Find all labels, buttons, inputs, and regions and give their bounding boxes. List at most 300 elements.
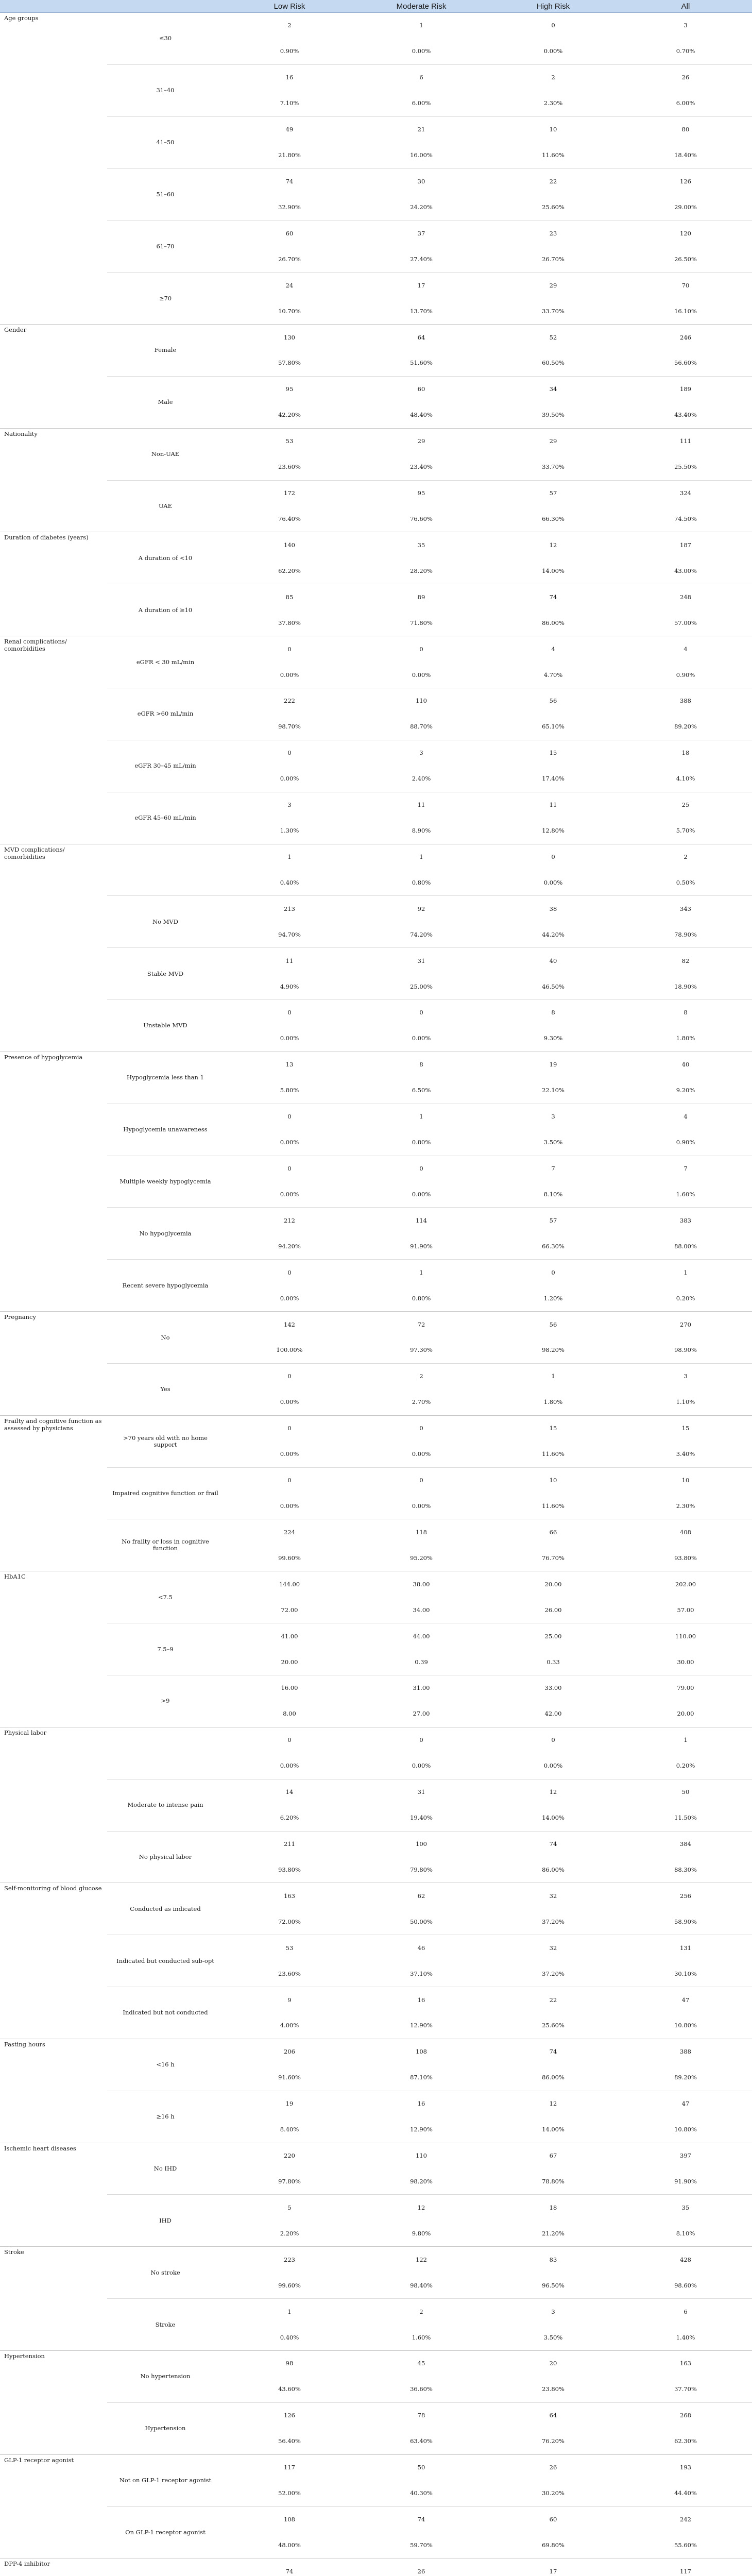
percent-cell: 30.00 — [677, 1658, 694, 1666]
percent-cell: 20.00 — [281, 1658, 298, 1666]
subgroup-label: eGFR 30–45 mL/min — [107, 740, 224, 792]
count-cell: 83 — [487, 2247, 619, 2273]
percent-cell: 91.60% — [278, 2074, 301, 2081]
percent-cell: 25.00% — [410, 982, 433, 990]
count-cell: 60 — [224, 221, 355, 246]
count-cell: 100 — [355, 1831, 487, 1857]
count-row — [0, 428, 752, 454]
count-cell: 62 — [355, 1883, 487, 1909]
percent-cell: 1.20% — [543, 1294, 563, 1302]
count-cell: 37 — [355, 221, 487, 246]
subgroup-label: No hypoglycemia — [107, 1208, 224, 1260]
count-cell: 56 — [487, 688, 619, 714]
percent-cell: 0.39 — [415, 1658, 428, 1666]
percent-cell: 57.00% — [674, 619, 697, 626]
percent-cell: 23.60% — [278, 463, 301, 471]
subgroup-label: ≥70 — [107, 273, 224, 325]
percent-cell: 12.90% — [410, 2022, 433, 2029]
header-cell-low-risk: Low Risk — [224, 0, 355, 13]
count-cell: 35 — [619, 2195, 752, 2221]
count-cell: 20.00 — [487, 1571, 619, 1597]
percent-cell: 4.90% — [280, 982, 299, 990]
count-cell: 428 — [619, 2247, 752, 2273]
percent-cell: 66.30% — [542, 515, 565, 522]
percent-cell: 0.80% — [412, 1139, 431, 1146]
count-row — [0, 2402, 752, 2428]
count-row — [0, 64, 752, 90]
percent-cell: 24.20% — [410, 203, 433, 211]
count-cell: 10 — [487, 1467, 619, 1493]
percent-cell: 74.20% — [410, 930, 433, 938]
count-row — [0, 1260, 752, 1285]
percent-cell: 89.20% — [674, 2074, 697, 2081]
count-cell: 12 — [355, 2195, 487, 2221]
percent-cell: 2.30% — [676, 1502, 695, 1510]
count-cell: 3 — [355, 740, 487, 766]
percent-cell: 98.70% — [278, 723, 301, 731]
percent-cell: 52.00% — [278, 2489, 301, 2497]
count-cell: 4 — [619, 636, 752, 662]
subgroup-label: No stroke — [107, 2247, 224, 2299]
subgroup-label: Hypoglycemia unawareness — [107, 1104, 224, 1156]
count-row — [0, 1935, 752, 1961]
count-cell: 38.00 — [355, 1571, 487, 1597]
count-cell: 74 — [224, 2558, 355, 2576]
subgroup-label: eGFR 45–60 mL/min — [107, 792, 224, 844]
subgroup-label: Non-UAE — [107, 428, 224, 480]
subgroup-label: On GLP-1 receptor agonist — [107, 2506, 224, 2558]
percent-cell: 0.80% — [412, 1294, 431, 1302]
percent-cell: 57.80% — [278, 359, 301, 367]
subgroup-label: 31–40 — [107, 64, 224, 116]
subgroup-label: <7.5 — [107, 1571, 224, 1623]
subgroup-label: Yes — [107, 1363, 224, 1415]
group-label: Frailty and cognitive function as assessed by physicians — [0, 1415, 107, 1571]
header-cell-moderate-risk: Moderate Risk — [355, 0, 487, 13]
percent-cell: 99.60% — [278, 1554, 301, 1562]
count-cell: 70 — [619, 273, 752, 298]
subgroup-label — [107, 844, 224, 896]
count-cell: 111 — [619, 428, 752, 454]
percent-cell: 97.80% — [278, 2177, 301, 2185]
count-cell: 95 — [224, 376, 355, 402]
count-cell: 110 — [355, 2143, 487, 2168]
subgroup-label: A duration of <10 — [107, 532, 224, 584]
percent-cell: 0.00% — [280, 671, 299, 679]
count-cell: 117 — [619, 2558, 752, 2576]
percent-cell: 42.20% — [278, 411, 301, 419]
count-cell: 33.00 — [487, 1675, 619, 1701]
count-cell: 108 — [355, 2039, 487, 2064]
count-cell: 268 — [619, 2402, 752, 2428]
percent-cell: 39.50% — [542, 411, 565, 419]
count-cell: 0 — [224, 1000, 355, 1026]
count-row — [0, 116, 752, 142]
group-label: Self-monitoring of blood glucose — [0, 1883, 107, 2039]
count-cell: 9 — [224, 1987, 355, 2013]
percent-cell: 87.10% — [410, 2074, 433, 2081]
percent-cell: 1.80% — [543, 1398, 563, 1406]
percent-cell: 20.00 — [677, 1710, 694, 1718]
percent-cell: 72.00% — [278, 1918, 301, 1925]
percent-cell: 6.00% — [676, 99, 695, 107]
count-cell: 114 — [355, 1208, 487, 1233]
group-label: Ischemic heart diseases — [0, 2143, 107, 2247]
count-row — [0, 2091, 752, 2116]
percent-cell: 23.60% — [278, 1970, 301, 1977]
count-cell: 32 — [487, 1935, 619, 1961]
percent-cell: 11.60% — [542, 1450, 565, 1458]
count-cell: 0 — [224, 636, 355, 662]
percent-cell: 23.80% — [542, 2385, 565, 2393]
percent-cell: 3.50% — [543, 1139, 563, 1146]
count-cell: 0 — [355, 1727, 487, 1753]
count-cell: 1 — [355, 13, 487, 39]
count-cell: 1 — [355, 1260, 487, 1285]
subgroup-label: >70 years old with no home support — [107, 1415, 224, 1467]
percent-cell: 37.10% — [410, 1970, 433, 1977]
count-row — [0, 376, 752, 402]
subgroup-label: Indicated but conducted sub-opt — [107, 1935, 224, 1987]
count-cell: 18 — [619, 740, 752, 766]
count-cell: 21 — [355, 116, 487, 142]
count-row — [0, 1000, 752, 1026]
count-cell: 16 — [355, 1987, 487, 2013]
count-row — [0, 2558, 752, 2576]
subgroup-label: 41–50 — [107, 116, 224, 168]
count-cell: 95 — [355, 480, 487, 506]
percent-cell: 72.00 — [281, 1606, 298, 1614]
count-cell: 212 — [224, 1208, 355, 1233]
percent-cell: 0.00% — [280, 1035, 299, 1042]
count-cell: 50 — [619, 1779, 752, 1805]
percent-cell: 37.70% — [674, 2385, 697, 2393]
percent-cell: 11.50% — [674, 1814, 697, 1822]
subgroup-label: <16 h — [107, 2039, 224, 2091]
count-cell: 2 — [355, 2299, 487, 2325]
count-cell: 1 — [355, 1104, 487, 1129]
count-cell: 53 — [224, 428, 355, 454]
count-cell: 202.00 — [619, 1571, 752, 1597]
percent-cell: 43.00% — [674, 567, 697, 574]
subgroup-label: A duration of ≥10 — [107, 584, 224, 636]
count-cell: 44.00 — [355, 1623, 487, 1649]
count-row — [0, 1104, 752, 1129]
count-cell: 26 — [619, 64, 752, 90]
percent-cell: 0.90% — [280, 47, 299, 55]
count-cell: 1 — [355, 844, 487, 870]
count-cell: 187 — [619, 532, 752, 558]
percent-cell: 8.10% — [543, 1190, 563, 1198]
subgroup-label: >9 — [107, 1675, 224, 1727]
count-cell: 1 — [619, 1727, 752, 1753]
percent-cell: 43.60% — [278, 2385, 301, 2393]
count-cell: 7 — [487, 1156, 619, 1181]
count-row — [0, 1623, 752, 1649]
count-cell: 0 — [224, 740, 355, 766]
count-row — [0, 2454, 752, 2480]
count-cell: 25 — [619, 792, 752, 818]
percent-cell: 0.80% — [412, 878, 431, 886]
percent-cell: 12.90% — [410, 2126, 433, 2133]
percent-cell: 43.40% — [674, 411, 697, 419]
subgroup-label: Hypertension — [107, 2402, 224, 2454]
count-cell: 163 — [224, 1883, 355, 1909]
count-cell: 32 — [487, 1883, 619, 1909]
percent-cell: 37.20% — [542, 1970, 565, 1977]
count-row — [0, 1208, 752, 1233]
percent-cell: 34.00 — [413, 1606, 430, 1614]
count-row — [0, 2143, 752, 2168]
count-cell: 0 — [355, 636, 487, 662]
percent-cell: 4.10% — [676, 775, 695, 783]
count-cell: 41.00 — [224, 1623, 355, 1649]
percent-cell: 0.00% — [280, 1762, 299, 1770]
percent-cell: 37.80% — [278, 619, 301, 626]
count-cell: 57 — [487, 1208, 619, 1233]
subgroup-label: ≤30 — [107, 13, 224, 65]
percent-cell: 91.90% — [674, 2177, 697, 2185]
count-cell: 248 — [619, 584, 752, 610]
percent-cell: 58.90% — [674, 1918, 697, 1925]
percent-cell: 76.20% — [542, 2437, 565, 2445]
subgroup-label: ≥16 h — [107, 2091, 224, 2143]
percent-cell: 95.20% — [410, 1554, 433, 1562]
subgroup-label: Impaired cognitive function or frail — [107, 1467, 224, 1519]
percent-cell: 27.00 — [413, 1710, 430, 1718]
subgroup-label: eGFR >60 mL/min — [107, 688, 224, 740]
count-cell: 2 — [224, 13, 355, 39]
count-cell: 49 — [224, 116, 355, 142]
count-cell: 224 — [224, 1519, 355, 1545]
subgroup-label: No IHD — [107, 2143, 224, 2195]
count-cell: 0 — [224, 1727, 355, 1753]
percent-cell: 0.40% — [280, 2333, 299, 2341]
count-cell: 18 — [487, 2195, 619, 2221]
percent-cell: 98.60% — [674, 2281, 697, 2289]
count-cell: 0 — [355, 1467, 487, 1493]
percent-cell: 36.60% — [410, 2385, 433, 2393]
percent-cell: 33.70% — [542, 307, 565, 315]
percent-cell: 11.60% — [542, 1502, 565, 1510]
percent-cell: 7.10% — [280, 99, 299, 107]
percent-cell: 0.70% — [676, 47, 695, 55]
percent-cell: 66.30% — [542, 1242, 565, 1250]
header-cell — [0, 0, 107, 13]
table-body — [0, 13, 752, 2576]
percent-cell: 78.80% — [542, 2177, 565, 2185]
percent-cell: 4.00% — [280, 2022, 299, 2029]
count-cell: 1 — [224, 2299, 355, 2325]
percent-cell: 44.20% — [542, 930, 565, 938]
count-cell: 222 — [224, 688, 355, 714]
percent-cell: 42.00 — [544, 1710, 562, 1718]
percent-cell: 25.60% — [542, 2022, 565, 2029]
percent-cell: 98.90% — [674, 1346, 697, 1354]
percent-cell: 79.80% — [410, 1866, 433, 1873]
header-cell-all: All — [619, 0, 752, 13]
percent-cell: 0.00% — [280, 1139, 299, 1146]
percent-cell: 78.90% — [674, 930, 697, 938]
count-cell: 163 — [619, 2350, 752, 2376]
percent-cell: 0.00% — [280, 1398, 299, 1406]
count-cell: 89 — [355, 584, 487, 610]
percent-cell: 0.00% — [280, 775, 299, 783]
percent-cell: 86.00% — [542, 619, 565, 626]
percent-cell: 71.80% — [410, 619, 433, 626]
percent-cell: 0.00% — [412, 1762, 431, 1770]
percent-cell: 88.30% — [674, 1866, 697, 1873]
subgroup-label: Not on GLP-1 receptor agonist — [107, 2454, 224, 2506]
percent-cell: 3.40% — [676, 1450, 695, 1458]
count-cell: 40 — [619, 1052, 752, 1077]
count-cell: 26 — [487, 2454, 619, 2480]
percent-cell: 0.00% — [543, 878, 563, 886]
percent-cell: 5.80% — [280, 1087, 299, 1094]
count-cell: 118 — [355, 1519, 487, 1545]
group-label: MVD complications/ comorbidities — [0, 844, 107, 1052]
count-cell: 117 — [224, 2454, 355, 2480]
count-cell: 8 — [355, 1052, 487, 1077]
count-cell: 14 — [224, 1779, 355, 1805]
count-cell: 16.00 — [224, 1675, 355, 1701]
header-cell — [107, 0, 224, 13]
count-cell: 25.00 — [487, 1623, 619, 1649]
percent-cell: 22.10% — [542, 1087, 565, 1094]
percent-cell: 94.70% — [278, 930, 301, 938]
count-row — [0, 1831, 752, 1857]
subgroup-label: Female — [107, 325, 224, 377]
count-cell: 85 — [224, 584, 355, 610]
subgroup-label: No physical labor — [107, 1831, 224, 1883]
subgroup-label — [107, 2558, 224, 2576]
percent-cell: 10.80% — [674, 2126, 697, 2133]
count-cell: 5 — [224, 2195, 355, 2221]
count-cell: 110.00 — [619, 1623, 752, 1649]
percent-cell: 56.60% — [674, 359, 697, 367]
count-row — [0, 1571, 752, 1597]
count-cell: 1 — [619, 1260, 752, 1285]
count-cell: 172 — [224, 480, 355, 506]
percent-cell: 76.60% — [410, 515, 433, 522]
count-cell: 29 — [487, 428, 619, 454]
percent-cell: 0.00% — [412, 1502, 431, 1510]
count-row — [0, 2195, 752, 2221]
percent-cell: 1.60% — [412, 2333, 431, 2341]
count-cell: 74 — [487, 2039, 619, 2064]
percent-cell: 14.00% — [542, 567, 565, 574]
subgroup-label: No frailty or loss in cognitive function — [107, 1519, 224, 1571]
percent-cell: 98.20% — [410, 2177, 433, 2185]
percent-cell: 62.20% — [278, 567, 301, 574]
percent-cell: 86.00% — [542, 2074, 565, 2081]
subgroup-label — [107, 1727, 224, 1779]
count-cell: 72 — [355, 1312, 487, 1337]
count-cell: 20 — [487, 2350, 619, 2376]
count-row — [0, 1779, 752, 1805]
count-cell: 242 — [619, 2506, 752, 2532]
percent-cell: 59.70% — [410, 2541, 433, 2549]
count-cell: 31 — [355, 1779, 487, 1805]
count-cell: 0 — [224, 1415, 355, 1441]
count-cell: 144.00 — [224, 1571, 355, 1597]
group-label: Presence of hypoglycemia — [0, 1052, 107, 1311]
count-row — [0, 1987, 752, 2013]
count-row — [0, 2247, 752, 2273]
percent-cell: 98.20% — [542, 1346, 565, 1354]
count-cell: 388 — [619, 2039, 752, 2064]
percent-cell: 6.20% — [280, 1814, 299, 1822]
percent-cell: 12.80% — [542, 827, 565, 835]
subgroup-label: Recent severe hypoglycemia — [107, 1260, 224, 1312]
count-row — [0, 1883, 752, 1909]
count-cell: 40 — [487, 948, 619, 974]
count-cell: 52 — [487, 325, 619, 350]
percent-cell: 9.30% — [543, 1035, 563, 1042]
count-cell: 0 — [224, 1260, 355, 1285]
count-cell: 22 — [487, 168, 619, 194]
count-cell: 140 — [224, 532, 355, 558]
group-label: DPP-4 inhibitor — [0, 2558, 107, 2576]
count-cell: 17 — [487, 2558, 619, 2576]
percent-cell: 0.40% — [280, 878, 299, 886]
subgroup-label: Conducted as indicated — [107, 1883, 224, 1935]
percent-cell: 16.00% — [410, 151, 433, 159]
percent-cell: 1.10% — [676, 1398, 695, 1406]
percent-cell: 0.00% — [280, 1450, 299, 1458]
count-cell: 29 — [355, 428, 487, 454]
count-cell: 4 — [619, 1104, 752, 1129]
subgroup-label: Multiple weekly hypoglycemia — [107, 1156, 224, 1208]
percent-cell: 30.10% — [674, 1970, 697, 1977]
count-cell: 92 — [355, 896, 487, 922]
percent-cell: 69.80% — [542, 2541, 565, 2549]
percent-cell: 25.50% — [674, 463, 697, 471]
percent-cell: 1.60% — [676, 1190, 695, 1198]
count-cell: 388 — [619, 688, 752, 714]
percent-cell: 0.00% — [280, 1294, 299, 1302]
percent-cell: 0.00% — [543, 1762, 563, 1770]
percent-cell: 89.20% — [674, 723, 697, 731]
count-cell: 0 — [224, 1363, 355, 1389]
count-cell: 80 — [619, 116, 752, 142]
percent-cell: 26.70% — [278, 255, 301, 263]
percent-cell: 96.50% — [542, 2281, 565, 2289]
percent-cell: 9.80% — [412, 2229, 431, 2237]
count-cell: 6 — [355, 64, 487, 90]
percent-cell: 86.00% — [542, 1866, 565, 1873]
percent-cell: 28.20% — [410, 567, 433, 574]
count-cell: 38 — [487, 896, 619, 922]
percent-cell: 0.00% — [280, 1190, 299, 1198]
count-row — [0, 740, 752, 766]
subgroup-label: Stroke — [107, 2299, 224, 2351]
count-row — [0, 2039, 752, 2064]
count-row — [0, 532, 752, 558]
percent-cell: 0.20% — [676, 1294, 695, 1302]
count-row — [0, 13, 752, 39]
count-row — [0, 1312, 752, 1337]
percent-cell: 5.70% — [676, 827, 695, 835]
percent-cell: 0.90% — [676, 1139, 695, 1146]
count-cell: 206 — [224, 2039, 355, 2064]
count-cell: 1 — [487, 1363, 619, 1389]
group-label: Renal complications/ comorbidities — [0, 636, 107, 844]
count-cell: 131 — [619, 1935, 752, 1961]
percent-cell: 0.50% — [676, 878, 695, 886]
count-cell: 4 — [487, 636, 619, 662]
percent-cell: 62.30% — [674, 2437, 697, 2445]
